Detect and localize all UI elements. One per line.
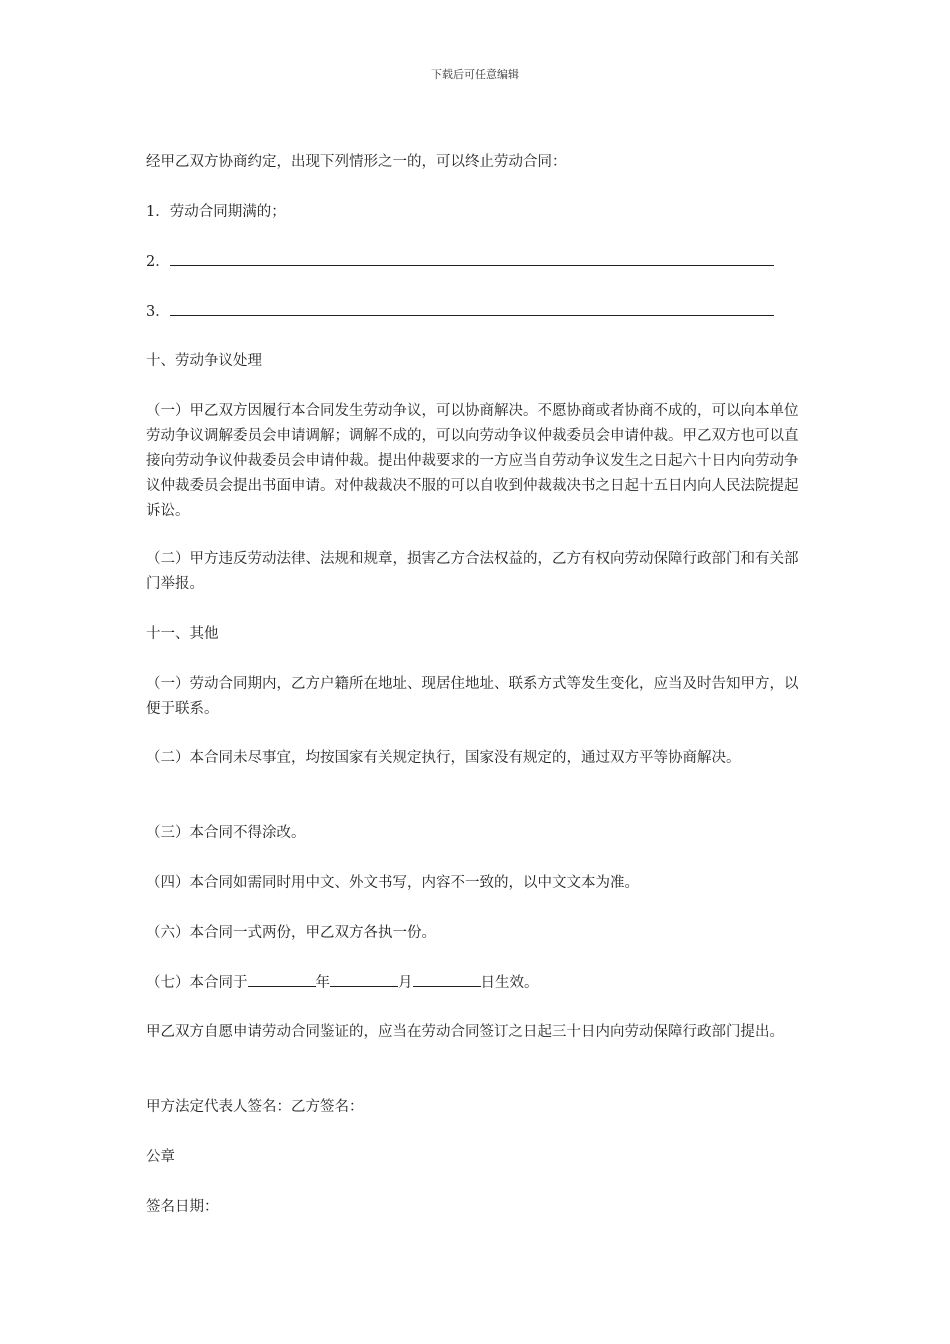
list-item-2-number: 2． bbox=[146, 254, 170, 270]
blank-line bbox=[170, 250, 774, 266]
paragraph-termination-intro: 经甲乙双方协商约定，出现下列情形之一的，可以终止劳动合同： bbox=[146, 154, 567, 170]
list-item-2 bbox=[146, 250, 810, 275]
seal-label: 公章 bbox=[146, 1149, 175, 1165]
page-header: 下载后可任意编辑 bbox=[431, 68, 519, 81]
signature-line: 甲方法定代表人签名：乙方签名： bbox=[146, 1099, 364, 1115]
section-heading-11: 十一、其他 bbox=[146, 626, 219, 642]
paragraph-verification: 甲乙双方自愿申请劳动合同鉴证的，应当在劳动合同签订之日起三十日内向劳动保障行政部门提出。 bbox=[146, 1024, 784, 1040]
paragraph-11-3: （三）本合同不得涂改。 bbox=[146, 825, 306, 841]
year-label: 年 bbox=[315, 975, 330, 991]
paragraph-10-1: （一）甲乙双方因履行本合同发生劳动争议，可以协商解决。不愿协商或者协商不成的，可以向本单位劳动争议调解委员会申请调解；调解不成的，可以向劳动争议仲裁委员会申请仲裁。甲乙双方也可以直接向劳动争议仲裁委员会申请仲裁。提出仲裁要求的一方应当自劳动争议发生之日起六十日内向劳动争议仲裁委员会提出书面申请。对仲裁裁决不服的可以自收到仲裁裁决书之日起十五日内向人民法院提起诉讼。 bbox=[146, 403, 799, 519]
list-item-3-number: 3． bbox=[146, 304, 170, 320]
list-item-1: 1．劳动合同期满的； bbox=[146, 204, 286, 220]
section-heading-10: 十、劳动争议处理 bbox=[146, 353, 262, 369]
list-item-3 bbox=[146, 300, 810, 325]
month-label: 月 bbox=[398, 975, 413, 991]
day-blank bbox=[413, 971, 481, 987]
effective-date-prefix: （七）本合同于 bbox=[146, 975, 248, 991]
paragraph-11-6: （六）本合同一式两份，甲乙双方各执一份。 bbox=[146, 925, 436, 941]
month-blank bbox=[330, 971, 398, 987]
paragraph-11-4: （四）本合同如需同时用中文、外文书写，内容不一致的，以中文文本为准。 bbox=[146, 875, 639, 891]
paragraph-11-2: （二）本合同未尽事宜，均按国家有关规定执行，国家没有规定的，通过双方平等协商解决。 bbox=[146, 750, 741, 766]
sign-date-label: 签名日期： bbox=[146, 1199, 219, 1215]
day-label: 日生效。 bbox=[480, 975, 539, 991]
paragraph-11-7 bbox=[146, 971, 810, 996]
paragraph-11-1: （一）劳动合同期内，乙方户籍所在地址、现居住地址、联系方式等发生变化，应当及时告知甲方，以便于联系。 bbox=[146, 676, 799, 717]
year-blank bbox=[248, 971, 316, 987]
blank-line bbox=[170, 300, 774, 316]
paragraph-10-2: （二）甲方违反劳动法律、法规和规章，损害乙方合法权益的，乙方有权向劳动保障行政部门和有关部门举报。 bbox=[146, 551, 799, 592]
